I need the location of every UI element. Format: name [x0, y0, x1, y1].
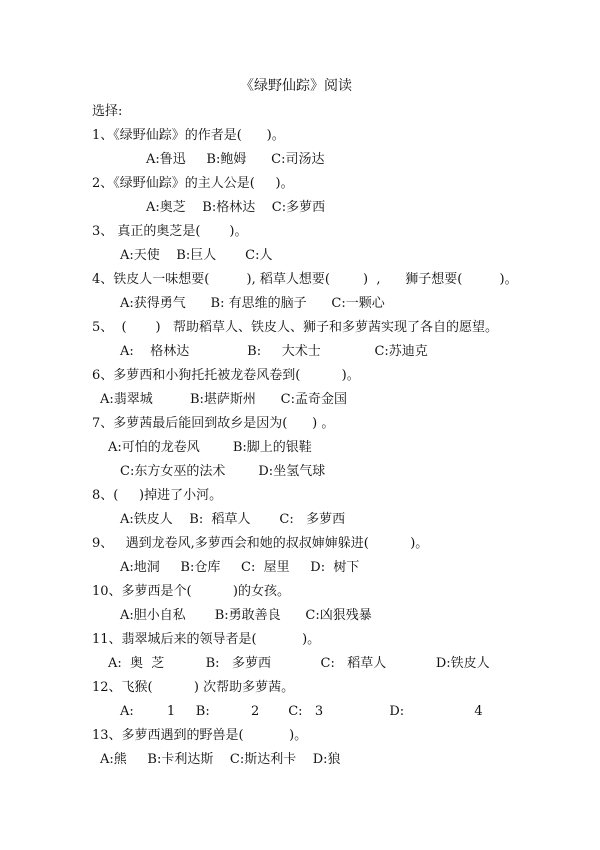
page-title: 《绿野仙踪》阅读 — [240, 78, 352, 94]
question-12: 12、飞猴( ) 次帮助多萝茜。 — [92, 680, 295, 695]
question-5: 5、 ( ) 帮助稻草人、铁皮人、狮子和多萝茜实现了各自的愿望。 — [92, 320, 499, 335]
section-heading: 选择: — [92, 104, 123, 119]
question-3: 3、 真正的奥芝是( )。 — [92, 224, 248, 239]
options-12: A: 1 B: 2 C: 3 D: 4 — [120, 704, 483, 719]
question-8: 8、( )掉进了小河。 — [92, 488, 223, 503]
options-5: A: 格林达 B: 大术士 C:苏迪克 — [120, 344, 428, 359]
options-2: A:奥芝 B:格林达 C:多萝西 — [146, 200, 326, 215]
options-13: A:熊 B:卡利达斯 C:斯达利卡 D:狼 — [100, 752, 341, 767]
options-6: A:翡翠城 B:堪萨斯州 C:孟奇金国 — [100, 392, 348, 407]
question-2: 2、《绿野仙踪》的主人公是( )。 — [92, 176, 294, 191]
options-4: A:获得勇气 B: 有思维的脑子 C:一颗心 — [120, 296, 385, 311]
question-13: 13、多萝西遇到的野兽是( )。 — [92, 728, 308, 743]
options-9: A:地洞 B:仓库 C: 屋里 D: 树下 — [120, 560, 360, 575]
question-7: 7、多萝茜最后能回到故乡是因为( ) 。 — [92, 416, 335, 431]
options-10: A:胆小自私 B:勇敢善良 C:凶狠残暴 — [120, 608, 372, 623]
question-1: 1、《绿野仙踪》的作者是( )。 — [92, 128, 285, 143]
options-7a: A:可怕的龙卷风 B:脚上的银鞋 — [108, 440, 312, 455]
options-1: A:鲁迅 B:鲍姆 C:司汤达 — [146, 152, 325, 167]
options-11: A: 奥 芝 B: 多萝西 C: 稻草人 D:铁皮人 — [108, 656, 490, 671]
options-7b: C:东方女巫的法术 D:坐氢气球 — [120, 464, 326, 479]
question-9: 9、 遇到龙卷风,多萝西会和她的叔叔婶婶躲进( )。 — [92, 536, 429, 551]
question-11: 11、翡翠城后来的领导者是( )。 — [92, 632, 321, 647]
question-6: 6、多萝西和小狗托托被龙卷风卷到( )。 — [92, 368, 360, 383]
question-4: 4、铁皮人一味想要( ), 稻草人想要( ) , 狮子想要( )。 — [92, 272, 518, 287]
question-10: 10、多萝西是个( )的女孩。 — [92, 584, 291, 599]
options-3: A:天使 B:巨人 C:人 — [120, 248, 273, 263]
options-8: A:铁皮人 B: 稻草人 C: 多萝西 — [120, 512, 346, 527]
